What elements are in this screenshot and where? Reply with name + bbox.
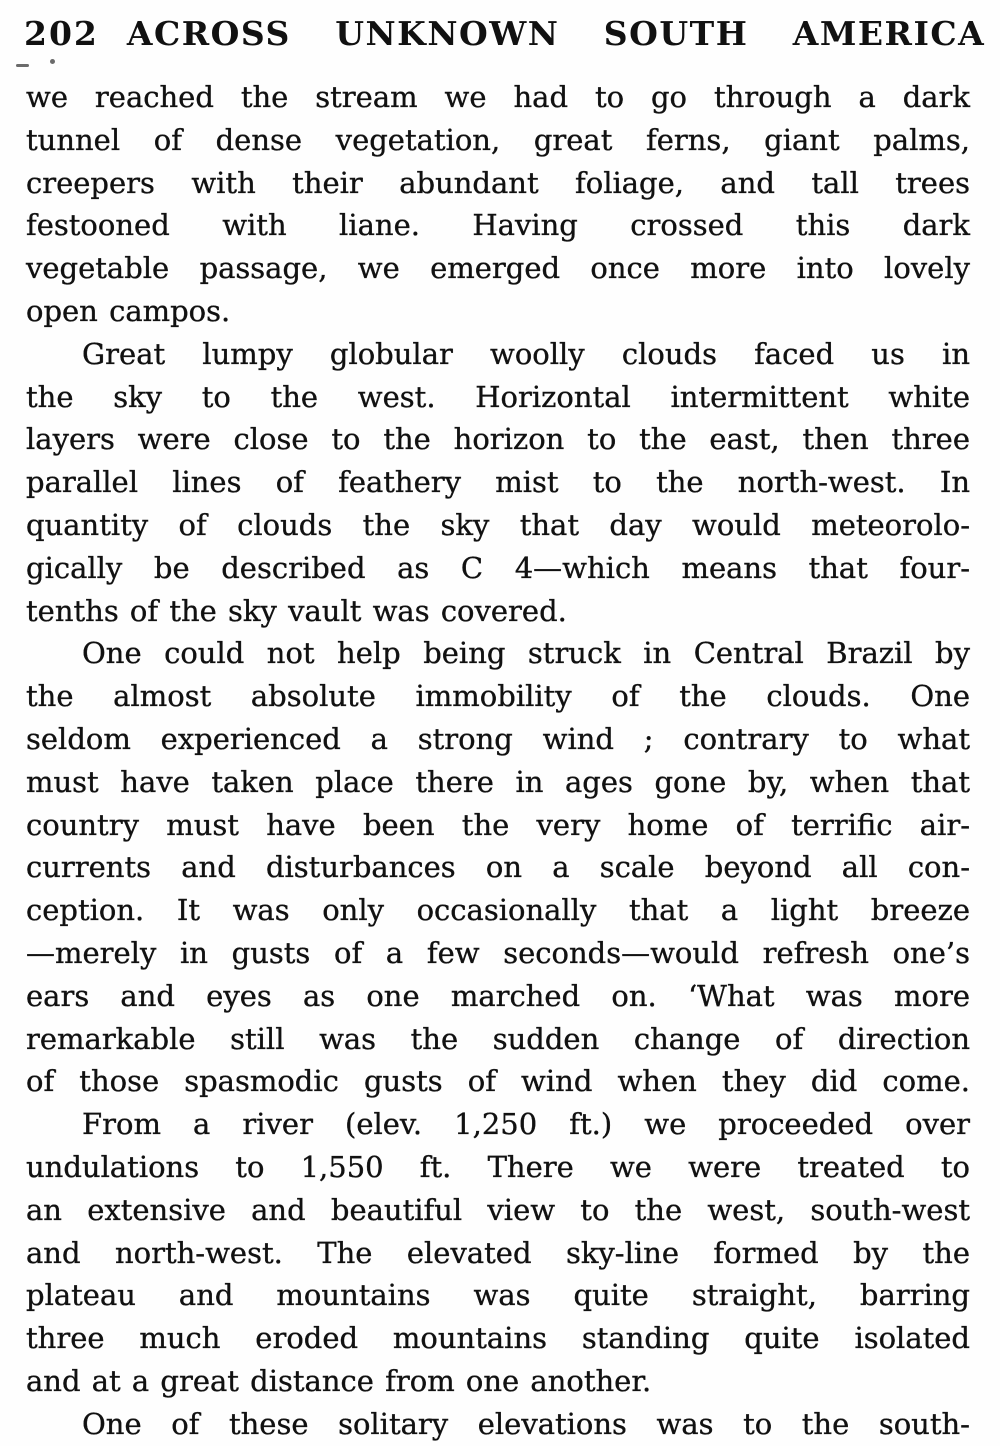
text-line: parallel lines of feathery mist to the north-west. In: [26, 465, 970, 500]
paragraph: [26, 1103, 970, 1403]
text-line: country must have been the very home of terrific air-: [26, 807, 970, 842]
text-line: plateau and mountains was quite straight, barring: [26, 1278, 970, 1313]
text-line: three much eroded mountains standing quite isolated: [26, 1321, 970, 1356]
text-line: currents and disturbances on a scale beyond all con-: [26, 850, 970, 885]
text-line: From a river (elev. 1,250 ft.) we proceeded over: [82, 1107, 970, 1142]
text-line: festooned with liane. Having crossed this dark: [26, 208, 970, 243]
paragraph: [26, 76, 970, 333]
text-line: quantity of clouds the sky that day would meteorolo-: [26, 507, 970, 542]
text-line: Great lumpy globular woolly clouds faced us in: [82, 336, 970, 371]
text-line: remarkable still was the sudden change of direction: [26, 1021, 970, 1056]
text-line: we reached the stream we had to go through a dark: [26, 80, 970, 114]
running-header: [0, 0, 1000, 54]
text-line: One could not help being struck in Central Brazil by: [82, 636, 970, 671]
text-line: of those spasmodic gusts of wind when they did come.: [26, 1064, 970, 1099]
text-line: tunnel of dense vegetation, great ferns, giant palms,: [26, 122, 970, 157]
text-line: gically be described as C 4—which means that four-: [26, 550, 970, 585]
text-line: and at a great distance from one another.: [26, 1363, 652, 1398]
text-line: seldom experienced a strong wind ; contrary to what: [26, 721, 970, 756]
text-line: vegetable passage, we emerged once more into lovely: [26, 251, 970, 286]
text-line: open campos.: [26, 293, 231, 328]
page-number: 202: [24, 14, 99, 53]
text-line: the almost absolute immobility of the clouds. One: [26, 679, 970, 714]
text-block: [0, 54, 1000, 1446]
paragraph: [26, 632, 970, 1103]
scan-artifact-speck: [16, 64, 29, 67]
paragraph: [26, 333, 970, 633]
text-line: —merely in gusts of a few seconds—would refresh one’s: [26, 935, 970, 970]
scan-artifact-speck: [50, 59, 55, 64]
text-line: creepers with their abundant foliage, and tall trees: [26, 165, 970, 200]
text-line: must have taken place there in ages gone by, when that: [26, 764, 970, 799]
text-line: ception. It was only occasionally that a light breeze: [26, 893, 970, 928]
text-line: and north-west. The elevated sky-line formed by the: [26, 1235, 970, 1270]
paragraph: [26, 1403, 970, 1446]
text-line: One of these solitary elevations was to the south-: [82, 1406, 970, 1441]
text-line: layers were close to the horizon to the east, then three: [26, 422, 970, 457]
text-line: an extensive and beautiful view to the west, south-west: [26, 1192, 970, 1227]
text-line: undulations to 1,550 ft. There we were treated to: [26, 1149, 970, 1184]
running-title: ACROSS UNKNOWN SOUTH AMERICA: [126, 14, 986, 53]
text-line: the sky to the west. Horizontal intermittent white: [26, 379, 970, 414]
text-line: tenths of the sky vault was covered.: [26, 593, 567, 628]
text-line: ears and eyes as one marched on. ‘What was more: [26, 978, 970, 1013]
